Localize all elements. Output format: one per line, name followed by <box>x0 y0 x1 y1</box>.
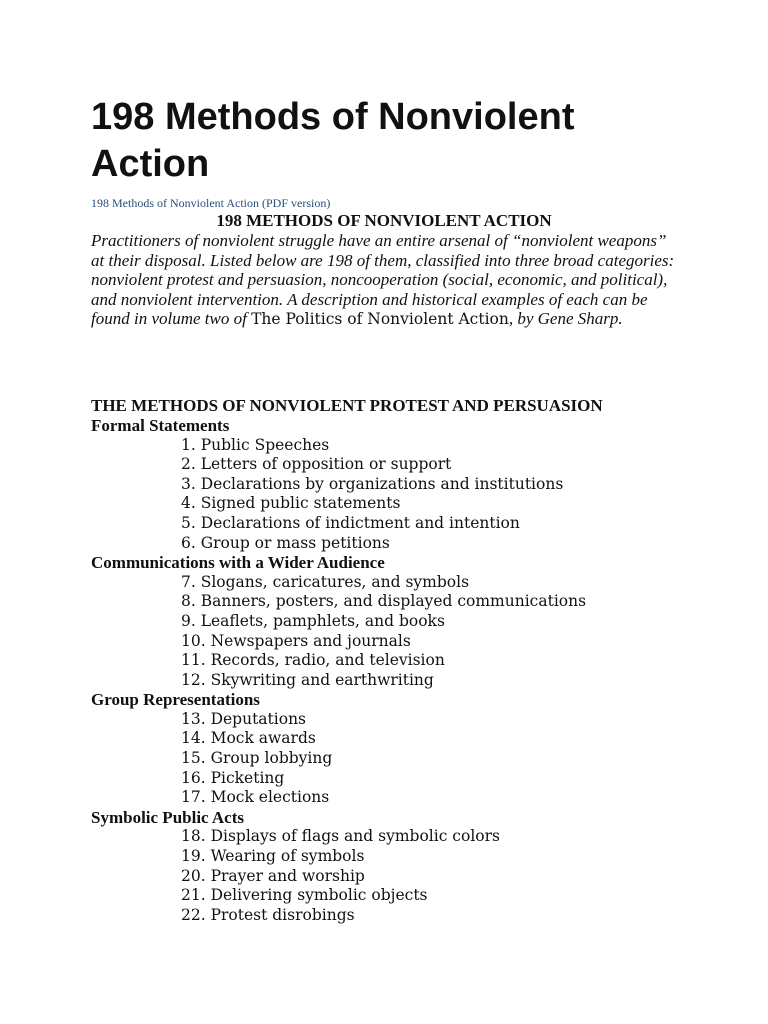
method-item: 8. Banners, posters, and displayed communications <box>181 592 587 611</box>
method-item: 2. Letters of opposition or support <box>181 455 452 474</box>
method-item: 20. Prayer and worship <box>181 866 365 885</box>
method-item: 15. Group lobbying <box>181 749 333 768</box>
category-heading: Formal Statements <box>91 415 230 435</box>
page-title: 198 Methods of Nonviolent Action <box>91 96 575 185</box>
section-heading: THE METHODS OF NONVIOLENT PROTEST AND PERSUASION <box>91 395 603 415</box>
document-page <box>91 94 691 925</box>
method-item: 11. Records, radio, and television <box>181 651 445 670</box>
method-item: 13. Deputations <box>181 709 307 728</box>
method-item: 16. Picketing <box>181 768 285 787</box>
method-item: 1. Public Speeches <box>181 435 330 454</box>
method-item: 17. Mock elections <box>181 788 330 807</box>
method-item: 14. Mock awards <box>181 729 316 748</box>
intro-paragraph <box>91 231 681 330</box>
method-item: 18. Displays of flags and symbolic colors <box>181 827 500 846</box>
method-item: 12. Skywriting and earthwriting <box>181 670 434 689</box>
method-item: 22. Protest disrobings <box>181 905 355 924</box>
method-item: 4. Signed public statements <box>181 494 401 513</box>
category-heading: Communications with a Wider Audience <box>91 553 385 573</box>
method-item: 3. Declarations by organizations and institutions <box>181 474 564 493</box>
method-item: 10. Newspapers and journals <box>181 631 411 650</box>
method-item: 6. Group or mass petitions <box>181 533 390 552</box>
document-heading: 198 METHODS OF NONVIOLENT ACTION <box>216 211 552 230</box>
category-formal-statements <box>91 416 691 553</box>
method-item: 19. Wearing of symbols <box>181 847 365 866</box>
intro-text: Practitioners of nonviolent struggle have an entire arsenal of “nonviolent weapons” at their disposal. Listed below are 198 of them, classified into three broad categories: nonviolent protest and persuasion, noncooperation (social, economic, and political), and nonviolent intervention. A description and historical examples of each can be found in volume two of <box>91 231 675 329</box>
method-item: 5. Declarations of indictment and intention <box>181 513 520 532</box>
pdf-version-link[interactable]: 198 Methods of Nonviolent Action (PDF version) <box>91 196 331 210</box>
method-item: 7. Slogans, caricatures, and symbols <box>181 572 470 591</box>
category-group-representations <box>91 690 691 808</box>
intro-end: , by Gene Sharp. <box>508 309 623 329</box>
book-title: The Politics of Nonviolent Action <box>251 310 509 329</box>
category-communications <box>91 553 691 690</box>
category-heading: Group Representations <box>91 690 260 710</box>
method-item: 9. Leaflets, pamphlets, and books <box>181 611 445 630</box>
method-item: 21. Delivering symbolic objects <box>181 886 428 905</box>
category-heading: Symbolic Public Acts <box>91 807 245 827</box>
category-symbolic-public-acts <box>91 808 691 926</box>
